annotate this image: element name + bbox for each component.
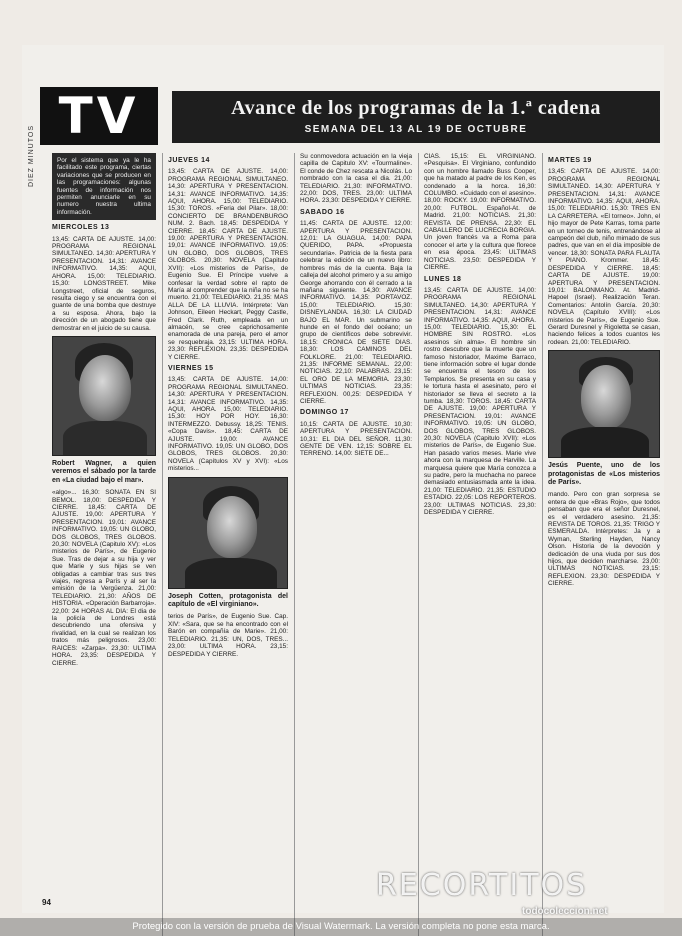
face-shape (207, 496, 257, 558)
day-heading: LUNES 18 (424, 275, 462, 283)
program-text: 10,15: CARTA DE AJUSTE. 10,30: APERTURA Y PRESENTACION. 10,31: EL DIA DEL SEÑOR. 11,30: GENTE DE VEN. 12,15: SOBRE EL TERRENO. 14,00: SIETE DE... (300, 420, 412, 458)
program-text: terios de París», de Eugenio Sue. Cap. XIV: «Sara, que se ha encontrado con el Barón en compañía de Marie». 21,00: TELEDIARIO. 21,35: UN, DOS, TRES... 23,00: ULTIMA HORA. 23,15: DESPEDIDA Y CIERRE. (168, 613, 288, 658)
face-shape (79, 355, 131, 421)
program-text: CIAS. 15,15: EL VIRGINIANO. «Pesquisa». El Virginiano, confundido con un hombre llamado Buss Cooper, que ha matado al padre de los Ken, es condenado a la horca. 16,30: COLUMBO. «Cuidado con el asesino». 18,00: ROCKY. 19,00: INFORMATIVO. 20,00: FUTBOL. Español-At. de Madrid. 21,00: NOTICIAS. 21,30: REVISTA DE PRENSA. 22,30: EL CABALLERO DE LUCRECIA BORGIA. Un joven francés va a Roma para conocer el arte y la cultura que florece en esa época. 23,45: ULTIMAS NOTICIAS. 23,50: DESPEDIDA Y CIERRE. (424, 153, 536, 272)
column-divider (294, 153, 295, 936)
program-text: 13,45: CARTA DE AJUSTE. 14,00: PROGRAMA REGIONAL SIMULTANEO. 14,30: APERTURA Y PRESENTACION. 14,31: AVANCE INFORMATIVO. 14,35: AQUI, AHORA. 15,00: TELEDIARIO. 15,30: LONGSTREET. Mike Longstreet, oficial de seguros, resulta ciego y se encuentra con el guante de una bomba que destruye a su esposa. Ahora, bajo la dirección de un abogado tiene que demostrar en el juicio de su causa. (52, 235, 156, 332)
header-banner (172, 91, 660, 143)
face-shape (581, 365, 631, 429)
day-heading: DOMINGO 17 (300, 409, 349, 417)
column-1 (52, 153, 156, 908)
program-text: Su conmovedora actuación en la vieja capilla de Capitulo XV: «Tourmaline». El conde de Chez rescata a Nicolás. Lo nombrado con la casa el dia. 21,00: TELEDIARIO. 21,30: INFORMATIVO. 22,00: DOS, TRES. 23,00: ULTIMA HORA. 23,30: DESPEDIDA Y CIERRE. (300, 153, 412, 205)
side-label: DIEZ MINUTOS (28, 125, 35, 188)
program-text: 13,45: CARTA DE AJUSTE. 14,00: PROGRAMA REGIONAL SIMULTANEO. 14,30: APERTURA Y PRESENTACION. 14,31: AVANCE INFORMATIVO. 14,35: AQUI, AHORA. 15,00: TELEDIARIO. 15,30: EL HOMBRE SIN ROSTRO. «Los asesinos sin alma». El hombre sin rostro descubre que la muerte que un famoso historiador, Maxime Barraco, tiene información sobre el lugar donde se encuentra el tesoro de los Templarios. Se presenta en su casa y le tortura hasta el asesinato, pero el historiador se lleva el secreto a la tumba. 18,30: TOROS. 18,45: CARTA DE AJUSTE. 19,00: APERTURA Y PRESENTACION. 19,01: AVANCE INFORMATIVO. 19,05: UN GLOBO, DOS GLOBOS, TRES GLOBOS. 20,30: NOVELA (Capitulo XVII): «Los misterios de París», de Eugenio Sue. Han pasado varios meses. Marie vive ahora con la marquesa de Harville. La marquesa quiere que María conozca a su padre, pero la muchacha no parece demasiado entusiasmada ante la idea. 21,00: TELEDIARIO. 21,35: ESTUDIO ESTADIO. 22,05: LOS REPORTEROS. 23,00: ULTIMAS NOTICIAS. 23,30: DESPEDIDA Y CIERRE. (424, 286, 536, 517)
photo-robert-wagner (52, 336, 156, 456)
photo-caption: Robert Wagner, a quien veremos el sábado por la tarde en «La ciudad bajo el mar». (52, 459, 156, 484)
magazine-page (22, 45, 664, 913)
day-heading: VIERNES 15 (168, 364, 214, 372)
program-text: 11,45: CARTA DE AJUSTE. 12,00: APERTURA Y PRESENTACION. 12,01: LA GUAGUA. 14,00: PAPA QUERIDO, PAPA. «Propuesta secundaria». Patricia de la fiesta para celebrar la edición de un nuevo libro: hombres más de la cuenta. Baja la calleja del alcohol primero y a su amigo George ahorrando con él cerrado a la mañana siguiente. 14,30: AVANCE INFORMATIVO. 14,35: PORTAVOZ. 15,00: TELEDIARIO. 15,30: DISNEYLANDIA. 16,30: LA CIUDAD BAJO EL MAR. Un submarino se hunde en el fondo del océano; un grupo de científicos debe sobrevivir. 18,15: CRONICA DE SIETE DIAS. 18,30: LOS CAMINOS DEL FOLKLORE. 21,00: TELEDIARIO. 21,35: INFORME SEMANAL. 22,00: NOTICIAS. 22,10: PALABRAS. 23,15: EL ORO DE LA MEMORIA. 23,30: ULTIMAS NOTICIAS. 23,35: REFLEXION. 00,25: DESPEDIDA Y CIERRE. (300, 220, 412, 405)
program-text: 13,45: CARTA DE AJUSTE. 14,00: PROGRAMA REGIONAL SIMULTANEO. 14,30: APERTURA Y PRESENTACION. 14,31: AVANCE INFORMATIVO. 14,35: AQUI, AHORA. 15,00: TELEDIARIO. 15,30: TOROS. «Feria del Pilar». 18,00: CONCIERTO DE BRANDENBURGO NUM. 2. Bach. 18,45: DESPEDIDA Y CIERRE. 18,45: CARTA DE AJUSTE. 19,00: APERTURA Y PRESENTACION. 19,01: AVANCE INFORMATIVO. 19,05: UN GLOBO, DOS GLOBOS, TRES GLOBOS. 20,30: NOVELA (Capitulo XVII): «Los misterios de París», de Eugenio Sue. El Príncipe vuelve a confesar la verdad sobre el rapto de María al comprender que la niña no se ha muerto. 21,00: TELEDIARIO. 21,35: MAS ALLA DE LA LLUVIA. Intérprete: Van Johnson, Eileen Heckart, Peggy Castle, Fred Clark. Ruth, empleada en un almacén, se cree caprichosamente enamorada de una pareja, pero el amor se resquebraja. 23,15: ULTIMA HORA. 23,30: REFLEXION. 23,35: DESPEDIDA Y CIERRE. (168, 168, 288, 361)
photo-joseph-cotten (168, 477, 288, 589)
page-number: 94 (42, 898, 51, 907)
column-3 (300, 153, 412, 908)
day-heading: MIERCOLES 13 (52, 224, 110, 232)
column-divider (418, 153, 419, 936)
day-heading: SABADO 16 (300, 208, 345, 216)
column-divider (162, 153, 163, 936)
day-heading: JUEVES 14 (168, 157, 210, 164)
column-2 (168, 153, 288, 908)
page-subtitle: SEMANA DEL 13 AL 19 DE OCTUBRE (304, 124, 528, 135)
watermark-domain: todocoleccion.net (522, 906, 608, 917)
tv-logo: TV (40, 87, 158, 145)
program-text: mando. Pero con gran sorpresa se entera de que «Bras Rojo», que todos pensaban que era el señor Duresnel, es el verdadero asesino. 21,35: REVISTA DE TOROS. 21,35: TRIGO Y ESMERALDA. Intérpretes: Ja y a Wyman, Sterling Hayden, Nancy Olson. Historia de la devoción y dedicación de una viuda por sus dos hijos, que deciden marcharse. 23,00: ULTIMAS NOTICIAS. 23,15: REFLEXION. 23,30: DESPEDIDA Y CIERRE. (548, 491, 660, 588)
column-5 (548, 153, 660, 908)
intro-box: Por el sistema que ya le ha facilitado este programa, ciertas variaciones que se producen en las programaciones: algunas fuentes de información nos permiten anunciarle en su numero nuestra ultima información. (52, 153, 156, 220)
program-text: 13,45: CARTA DE AJUSTE. 14,00: PROGRAMA REGIONAL SIMULTANEO. 14,30: APERTURA Y PRESENTACION. 14,31: AVANCE INFORMATIVO. 14,35: AQUI, AHORA. 15,00: TELEDIARIO. 15,30: HOY POR HOY. 16,30: INTERMEZZO. Debussy. 18,25: TENIS. «Copa Davis». 18,45: CARTA DE AJUSTE. 19,00: AVANCE INFORMATIVO. 19,05: UN GLOBO, DOS GLOBOS, TRES GLOBOS. 20,30: NOVELA (Capítulos XV y XVI): «Los misterios... (168, 376, 288, 473)
program-text: «algo»... 16,30: SONATA EN SI BEMOL. 18,00: DESPEDIDA Y CIERRE. 18,45: CARTA DE AJUSTE. 19,00: APERTURA Y PRESENTACION. 19,01: AVANCE INFORMATIVO. 19,05: UN GLOBO, DOS GLOBOS, TRES GLOBOS. 20,30: NOVELA (Capitulo XV): «Los misterios de París», de Eugenio Sue. Tras de dejar a su hija y ver que Marie y sus hijas se ven obligadas a cambiar tras sus tres viajes, regresa a París y al ser la emisión de la Vergüenza. 21,00: TELEDIARIO. 21,30: AÑOS DE HISTORIA. «Operación Barbarroja». 22,00: 24 HORAS AL DIA: El dia de la policía de Londres está descubriendo una ofensiva y rivalidad, en la cual se realizan los tratos más peligrosos. 23,00: RAICES: «Zarpa». 23,30: ULTIMA HORA. 23,35: DESPEDIDA Y CIERRE. (52, 489, 156, 667)
shoulders-shape (63, 421, 147, 456)
page-title: Avance de los programas de la 1.ª cadena (231, 97, 601, 119)
photo-caption: Joseph Cotten, protagonista del capítulo de «El virginiano». (168, 592, 288, 609)
column-divider (542, 153, 543, 936)
photo-caption: Jesús Puente, uno de los protagonistas de «Los misterios de París». (548, 462, 660, 486)
photo-jesus-puente (548, 350, 660, 458)
watermark-brand: RECORTITOS (376, 868, 588, 903)
day-heading: MARTES 19 (548, 157, 592, 164)
shoulders-shape (561, 427, 649, 458)
shoulders-shape (185, 558, 277, 589)
watermark-notice: Protegido con la versión de prueba de Visual Watermark. La versión completa no pone esta marca. (0, 918, 682, 936)
program-text: 13,45: CARTA DE AJUSTE. 14,00: PROGRAMA REGIONAL SIMULTANEO. 14,30: APERTURA Y PRESENTACION. 14,31: AVANCE INFORMATIVO. 14,35: AQUI, AHORA. 15,00: TELEDIARIO. 15,30: TRES EN LA CARRETERA. «El torneo». John, el hijo mayor de Pete Karras, toma parte en un torneo de tenis, entrenándose al campeón del club, niño mimado de sus padres, que van en el día imposible de vencer. 18,30: SONATA PARA FLAUTA Y PIANO. Krommer. 18,45: DESPEDIDA Y CIERRE. 18,45: CARTA DE AJUSTE. 19,00: APERTURA Y PRESENTACION. 19,01: BALONMANO. At. Madrid-Hapoel (Israel). Realización Teran. Comentarios: Antolín García. 20,30: NOVELA (Capítulo XVIII): «Los misterios de París», de Eugenio Sue. Gerard Duresnel y Rigoletta se casan, haciendo felices a todos cuantos les rodean. 21,00: TELEDIARIO. (548, 168, 660, 346)
column-4 (424, 153, 536, 908)
